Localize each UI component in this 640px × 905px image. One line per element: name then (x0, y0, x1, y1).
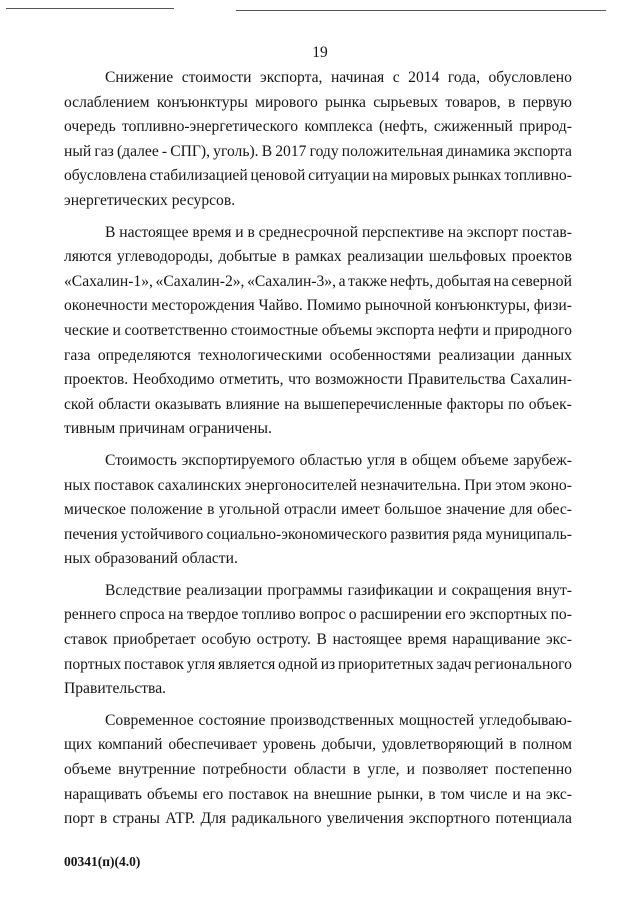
text-line: ных поставок сахалинских энергоносителей незначительна. При этом эконо- (64, 476, 572, 494)
scan-edge-line-right (236, 10, 606, 11)
text-line: оконечности месторождения Чайво. Помимо рыночной конъюнктуры, физи- (64, 297, 572, 315)
text-line: реннего спроса на твердое топливо вопрос о расширении его экспортных по- (64, 606, 572, 624)
page-number: 19 (312, 44, 328, 61)
text-line: печения устойчивого социально-экономического развития ряда муниципаль- (64, 525, 572, 543)
scan-edge-line-left (6, 8, 174, 9)
paragraph-gap (64, 442, 572, 449)
body-text (64, 66, 572, 832)
paragraph-gap (64, 214, 572, 221)
text-line: наращивать объемы его поставок на внешние рынки, в том числе и на экс- (64, 785, 572, 803)
paragraph-gap (64, 572, 572, 579)
text-line: ставок приобретает особую остроту. В настоящее время наращивание экс- (64, 631, 572, 649)
text-line: ный газ (далее - СПГ), уголь). В 2017 году положительная динамика экспорта (64, 142, 572, 160)
text-line: ской области оказывать влияние на вышеперечисленные факторы по объек- (64, 395, 572, 413)
text-line: Вследствие реализации программы газификации и сокращения внут- (105, 581, 572, 599)
paragraph-gap (64, 702, 572, 709)
text-line: газа определяются технологическими особенностями реализации данных (64, 346, 572, 364)
text-line: объеме внутренние потребности области в угле, и позволяет постепенно (64, 761, 572, 779)
text-line: ных образований области. (64, 550, 238, 568)
text-line: Снижение стоимости экспорта, начиная с 2014 года, обусловлено (105, 69, 572, 86)
text-line: Современное состояние производственных мощностей угледобываю- (105, 711, 572, 729)
text-line: Стоимость экспортируемого областью угля в общем объеме зарубеж- (105, 451, 572, 469)
text-line: ляются углеводороды, добытые в рамках реализации шельфовых проектов (64, 248, 572, 266)
text-line: Правительства. (64, 680, 167, 698)
text-line: щих компаний обеспечивает уровень добычи, удовлетворяющий в полном (64, 736, 572, 754)
footer-document-code: 00341(п)(4.0) (64, 854, 141, 869)
text-line: ческие и соответственно стоимостные объемы экспорта нефти и природного (64, 321, 572, 339)
text-line: портных поставок угля является одной из приоритетных задач регионального (64, 655, 572, 673)
text-line: мическое положение в угольной отрасли имеет большое значение для обес- (64, 501, 572, 519)
text-line: порт в страны АТР. Для радикального увеличения экспортного потенциала (64, 810, 572, 828)
text-line: обусловлена стабилизацией ценовой ситуации на мировых рынках топливно- (64, 167, 572, 185)
text-line: тивным причинам ограничены. (64, 420, 272, 438)
text-line: ослаблением конъюнктуры мирового рынка сырьевых товаров, в первую (64, 93, 572, 111)
text-line: очередь топливно-энергетического комплекса (нефть, сжиженный природ- (64, 118, 572, 136)
text-line: «Сахалин-1», «Сахалин-2», «Сахалин-3», а также нефть, добытая на северной (64, 272, 572, 290)
text-line: проектов. Необходимо отметить, что возможности Правительства Сахалин- (64, 371, 572, 389)
text-line: В настоящее время и в среднесрочной перспективе на экспорт постав- (105, 223, 572, 241)
text-line: энергетических ресурсов. (64, 191, 236, 209)
